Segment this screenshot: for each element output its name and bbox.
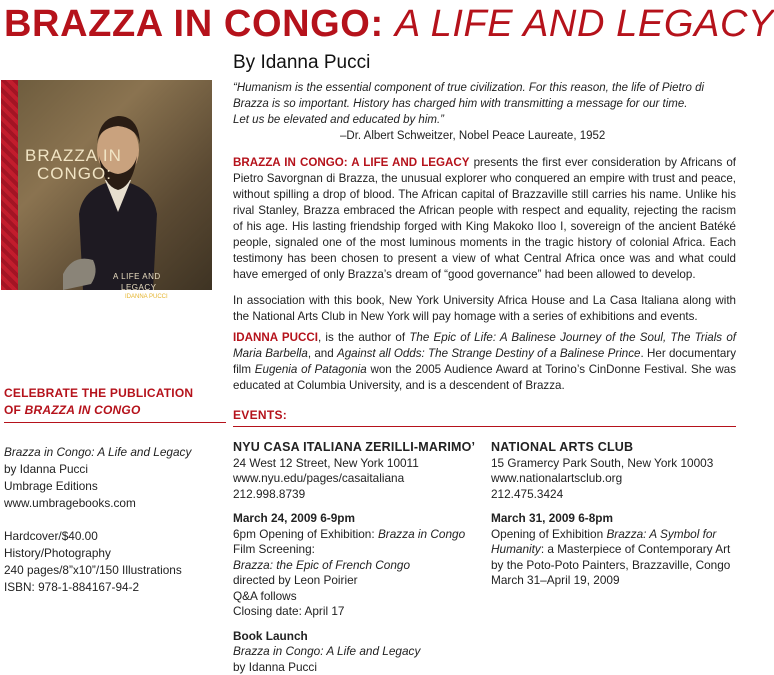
author-bio-lead: IDANNA PUCCI — [233, 331, 318, 344]
event-opening-prefix: Opening of Exhibition — [491, 527, 606, 541]
event-opening-title: Brazza: A Symbol for Humanity — [491, 527, 716, 557]
event-qa: Q&A follows — [233, 589, 488, 605]
venue-address: 15 Gramercy Park South, New York 10003 — [491, 456, 736, 472]
cover-author: IDANNA PUCCI — [125, 294, 168, 300]
launch-title: Brazza in Congo: A Life and Legacy — [233, 644, 420, 658]
celebrate-line-2-prefix: OF — [4, 403, 25, 417]
book-launch-author: by Idanna Pucci — [233, 660, 488, 675]
author-work-2: Against all Odds: The Strange Destiny of a Balinese Prince — [337, 347, 641, 360]
celebrate-line-2-title: BRAZZA IN CONGO — [25, 403, 141, 417]
quote-line-3: Let us be elevated and educated by him.” — [233, 112, 733, 128]
event-opening-prefix: 6pm Opening of Exhibition: — [233, 527, 378, 541]
quote-line-2: Brazza is so important. History has charged him with transmitting a message for our time. — [233, 96, 733, 112]
author-bio-text: , is the author of — [318, 331, 409, 344]
event-opening-suffix: : a Masterpiece of Contemporary Art by the Poto-Poto Painters, Brazzaville, Congo — [491, 542, 730, 572]
title-italic: A LIFE AND LEGACY — [395, 3, 774, 45]
event-date: March 24, 2009 6-9pm — [233, 511, 488, 527]
cover-title-line-1: BRAZZA IN — [25, 146, 122, 166]
event-opening-title: Brazza in Congo — [378, 527, 465, 541]
cover-title-line-2: CONGO: — [37, 164, 112, 184]
book-details — [4, 444, 226, 596]
venue-national-arts-club — [491, 440, 736, 589]
events-divider — [233, 426, 736, 427]
byline: By Idanna Pucci — [233, 51, 370, 75]
event-closing: Closing date: April 17 — [233, 604, 488, 620]
book-title — [4, 444, 226, 461]
venue-phone: 212.998.8739 — [233, 487, 488, 503]
book-category: History/Photography — [4, 545, 226, 562]
book-description — [233, 155, 736, 283]
description-lead: BRAZZA IN CONGO: A LIFE AND LEGACY — [233, 156, 470, 169]
event-opening — [491, 527, 736, 574]
book-cover-image — [1, 80, 212, 290]
book-specs: 240 pages/8”x10”/150 Illustrations — [4, 562, 226, 579]
celebrate-divider — [4, 422, 226, 423]
portrait-illustration — [53, 94, 183, 290]
event-date: March 31, 2009 6-8pm — [491, 511, 736, 527]
page-title — [4, 2, 774, 46]
book-format: Hardcover/$40.00 — [4, 528, 226, 545]
book-title-text: Brazza in Congo: A Life and Legacy — [4, 445, 191, 459]
author-work-1: The Epic of Life: A Balinese Journey of the Soul, The Trials of Maria Barbella — [233, 331, 736, 360]
venue-phone: 212.475.3424 — [491, 487, 736, 503]
celebrate-heading — [4, 385, 193, 419]
event-opening — [233, 527, 488, 543]
quote-line-1: “Humanism is the essential component of true civilization. For this reason, the life of Pietro di — [233, 80, 733, 96]
event-director: directed by Leon Poirier — [233, 573, 488, 589]
book-isbn: ISBN: 978-1-884167-94-2 — [4, 579, 226, 596]
author-bio-text: , and — [308, 347, 337, 360]
event-screening: Film Screening: — [233, 542, 488, 558]
venue-url: www.nyu.edu/pages/casaitaliana — [233, 471, 488, 487]
title-bold: BRAZZA IN CONGO: — [4, 3, 384, 45]
events-heading: EVENTS: — [233, 408, 287, 422]
venue-name: NYU CASA ITALIANA ZERILLI-MARIMO’ — [233, 440, 488, 456]
film-title: Brazza: the Epic of French Congo — [233, 558, 410, 572]
event-film-title — [233, 558, 488, 574]
author-bio — [233, 330, 736, 394]
venue-address: 24 West 12 Street, New York 10011 — [233, 456, 488, 472]
venue-nyu-casa-italiana — [233, 440, 488, 675]
book-launch-title — [233, 644, 488, 660]
book-launch-heading: Book Launch — [233, 629, 488, 645]
venue-url: www.nationalartsclub.org — [491, 471, 736, 487]
description-body: presents the first ever consideration by Africans of Pietro Savorgnan di Brazza, the unusual explorer who conquered an empire with trust and peace, without spilling a drop of blood. The African capital of Brazzaville still carries his name. Unlike his rival Stanley, Brazza embraced the African people with respect and equality, rejecting the racism of his age. His lasting friendship forged with King Makoko Iloo I, sovereign of the ancient Batéké people, signaled one of the most luminous moments in the tragic history of colonial Africa. Each testimony has been chosen to present a view of what Central Africa once was and what could have emerged of only Brazza’s dream of “good governance” had been allowed to develop. — [233, 156, 736, 281]
book-publisher: Umbrage Editions — [4, 478, 226, 495]
author-bio-text: won the 2005 Audience Award at Torino’s CinDonne Festival. She was educated at Columbia University, and is a descendent of Brazza. — [233, 363, 736, 392]
spacer — [4, 512, 226, 528]
cover-subtitle-line-1: A LIFE AND — [113, 272, 161, 281]
event-run-dates: March 31–April 19, 2009 — [491, 573, 736, 589]
venue-name: NATIONAL ARTS CLUB — [491, 440, 736, 456]
cover-subtitle-line-2: LEGACY — [121, 283, 156, 292]
cover-spine-pattern — [1, 80, 18, 290]
celebrate-line-1: CELEBRATE THE PUBLICATION — [4, 385, 193, 402]
book-author: by Idanna Pucci — [4, 461, 226, 478]
quote — [233, 80, 733, 128]
author-bio-text: . Her documentary film — [233, 347, 736, 376]
association-paragraph: In association with this book, New York University Africa House and La Casa Italiana along with the National Arts Club in New York will pay homage with a series of exhibitions and events. — [233, 293, 736, 325]
celebrate-line-2 — [4, 402, 193, 419]
quote-attribution: –Dr. Albert Schweitzer, Nobel Peace Laureate, 1952 — [340, 128, 605, 144]
book-url: www.umbragebooks.com — [4, 495, 226, 512]
author-film: Eugenia of Patagonia — [255, 363, 367, 376]
